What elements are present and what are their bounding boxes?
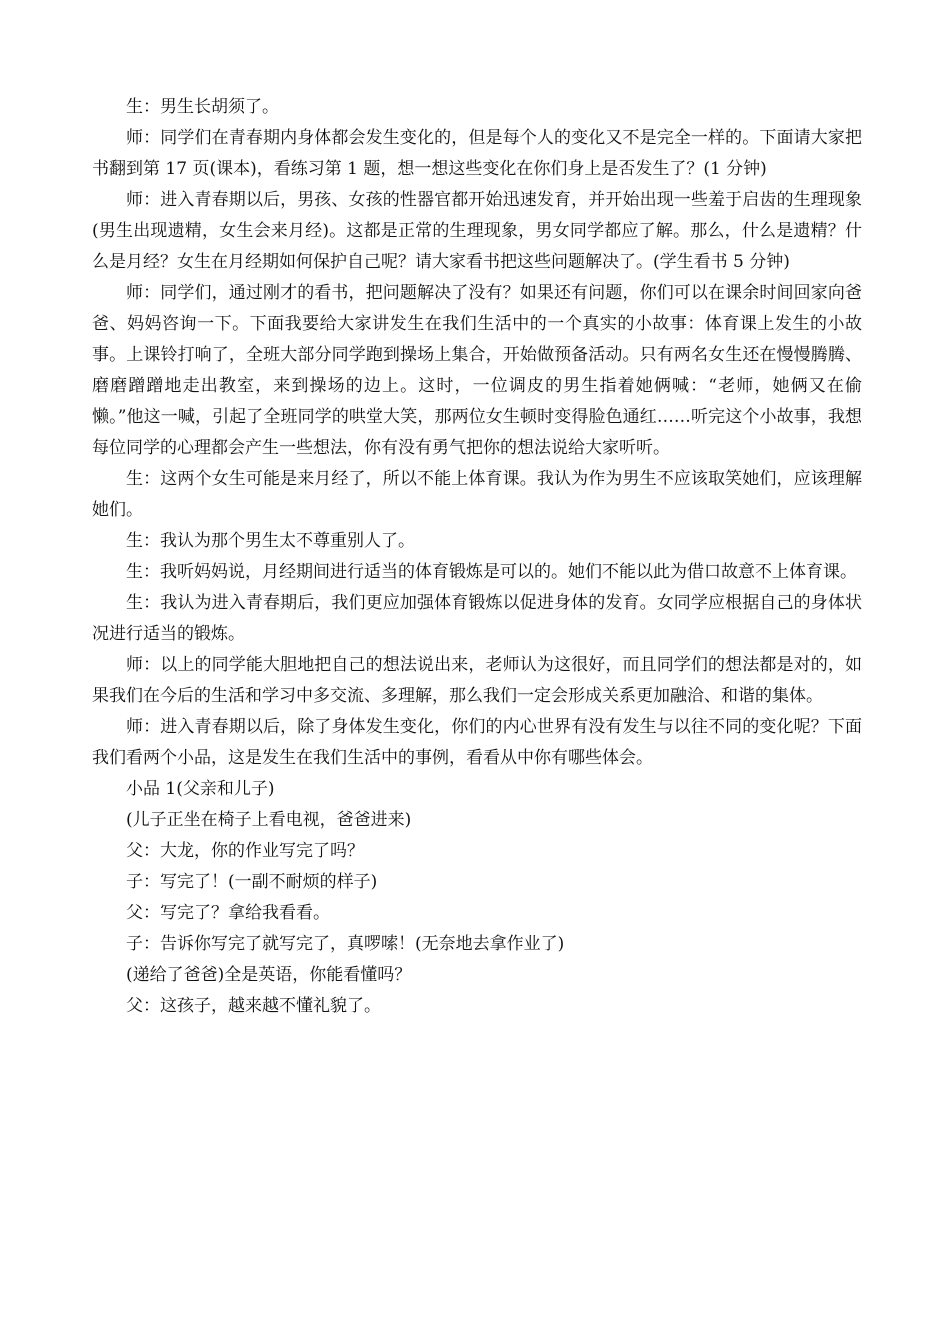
- paragraph: 子：写完了！(一副不耐烦的样子): [126, 872, 378, 892]
- paragraph: 师：以上的同学能大胆地把自己的想法说出来，老师认为这很好，而且同学们的想法都是对的，如果我们在今后的生活和学习中多交流、多理解，那么我们一定会形成关系更加融洽、和谐的集体。: [92, 655, 862, 706]
- paragraph: 生：男生长胡须了。: [126, 97, 279, 117]
- paragraph: 师：进入青春期以后，除了身体发生变化，你们的内心世界有没有发生与以往不同的变化呢？下面我们看两个小品，这是发生在我们生活中的事例，看看从中你有哪些体会。: [92, 717, 862, 768]
- document-body: [92, 92, 862, 1022]
- paragraph: 生：我认为那个男生太不尊重别人了。: [126, 531, 415, 551]
- paragraph: (递给了爸爸)全是英语，你能看懂吗？: [126, 965, 412, 985]
- paragraph: 师：进入青春期以后，男孩、女孩的性器官都开始迅速发育，并开始出现一些羞于启齿的生理现象(男生出现遗精，女生会来月经)。这都是正常的生理现象，男女同学都应了解。那么，什么是遗精？什么是月经？女生在月经期如何保护自己呢？请大家看书把这些问题解决了。(学生看书 5 分钟): [92, 190, 862, 272]
- paragraph: 小品 1(父亲和儿子): [126, 779, 275, 799]
- paragraph: 父：这孩子，越来越不懂礼貌了。: [126, 996, 381, 1016]
- paragraph: 师：同学们，通过刚才的看书，把问题解决了没有？如果还有问题，你们可以在课余时间回家向爸爸、妈妈咨询一下。下面我要给大家讲发生在我们生活中的一个真实的小故事：体育课上发生的小故事。上课铃打响了，全班大部分同学跑到操场上集合，开始做预备活动。只有两名女生还在慢慢腾腾、磨磨蹭蹭地走出教室，来到操场的边上。这时，一位调皮的男生指着她俩喊：“老师，她俩又在偷懒。”他这一喊，引起了全班同学的哄堂大笑，那两位女生顿时变得脸色通红……听完这个小故事，我想每位同学的心理都会产生一些想法，你有没有勇气把你的想法说给大家听听。: [92, 283, 862, 458]
- paragraph: 生：我听妈妈说，月经期间进行适当的体育锻炼是可以的。她们不能以此为借口故意不上体育课。: [126, 562, 857, 582]
- paragraph: 生：这两个女生可能是来月经了，所以不能上体育课。我认为作为男生不应该取笑她们，应该理解她们。: [92, 469, 862, 520]
- paragraph: 父：写完了？拿给我看看。: [126, 903, 330, 923]
- paragraph: 生：我认为进入青春期后，我们更应加强体育锻炼以促进身体的发育。女同学应根据自己的身体状况进行适当的锻炼。: [92, 593, 862, 644]
- paragraph: 子：告诉你写完了就写完了，真啰嗦！(无奈地去拿作业了): [126, 934, 565, 954]
- paragraph: 师：同学们在青春期内身体都会发生变化的，但是每个人的变化又不是完全一样的。下面请大家把书翻到第 17 页(课本)，看练习第 1 题，想一想这些变化在你们身上是否发生了？(1 分钟): [92, 128, 862, 179]
- paragraph: 父：大龙，你的作业写完了吗？: [126, 841, 364, 861]
- paragraph: (儿子正坐在椅子上看电视，爸爸进来): [126, 810, 412, 830]
